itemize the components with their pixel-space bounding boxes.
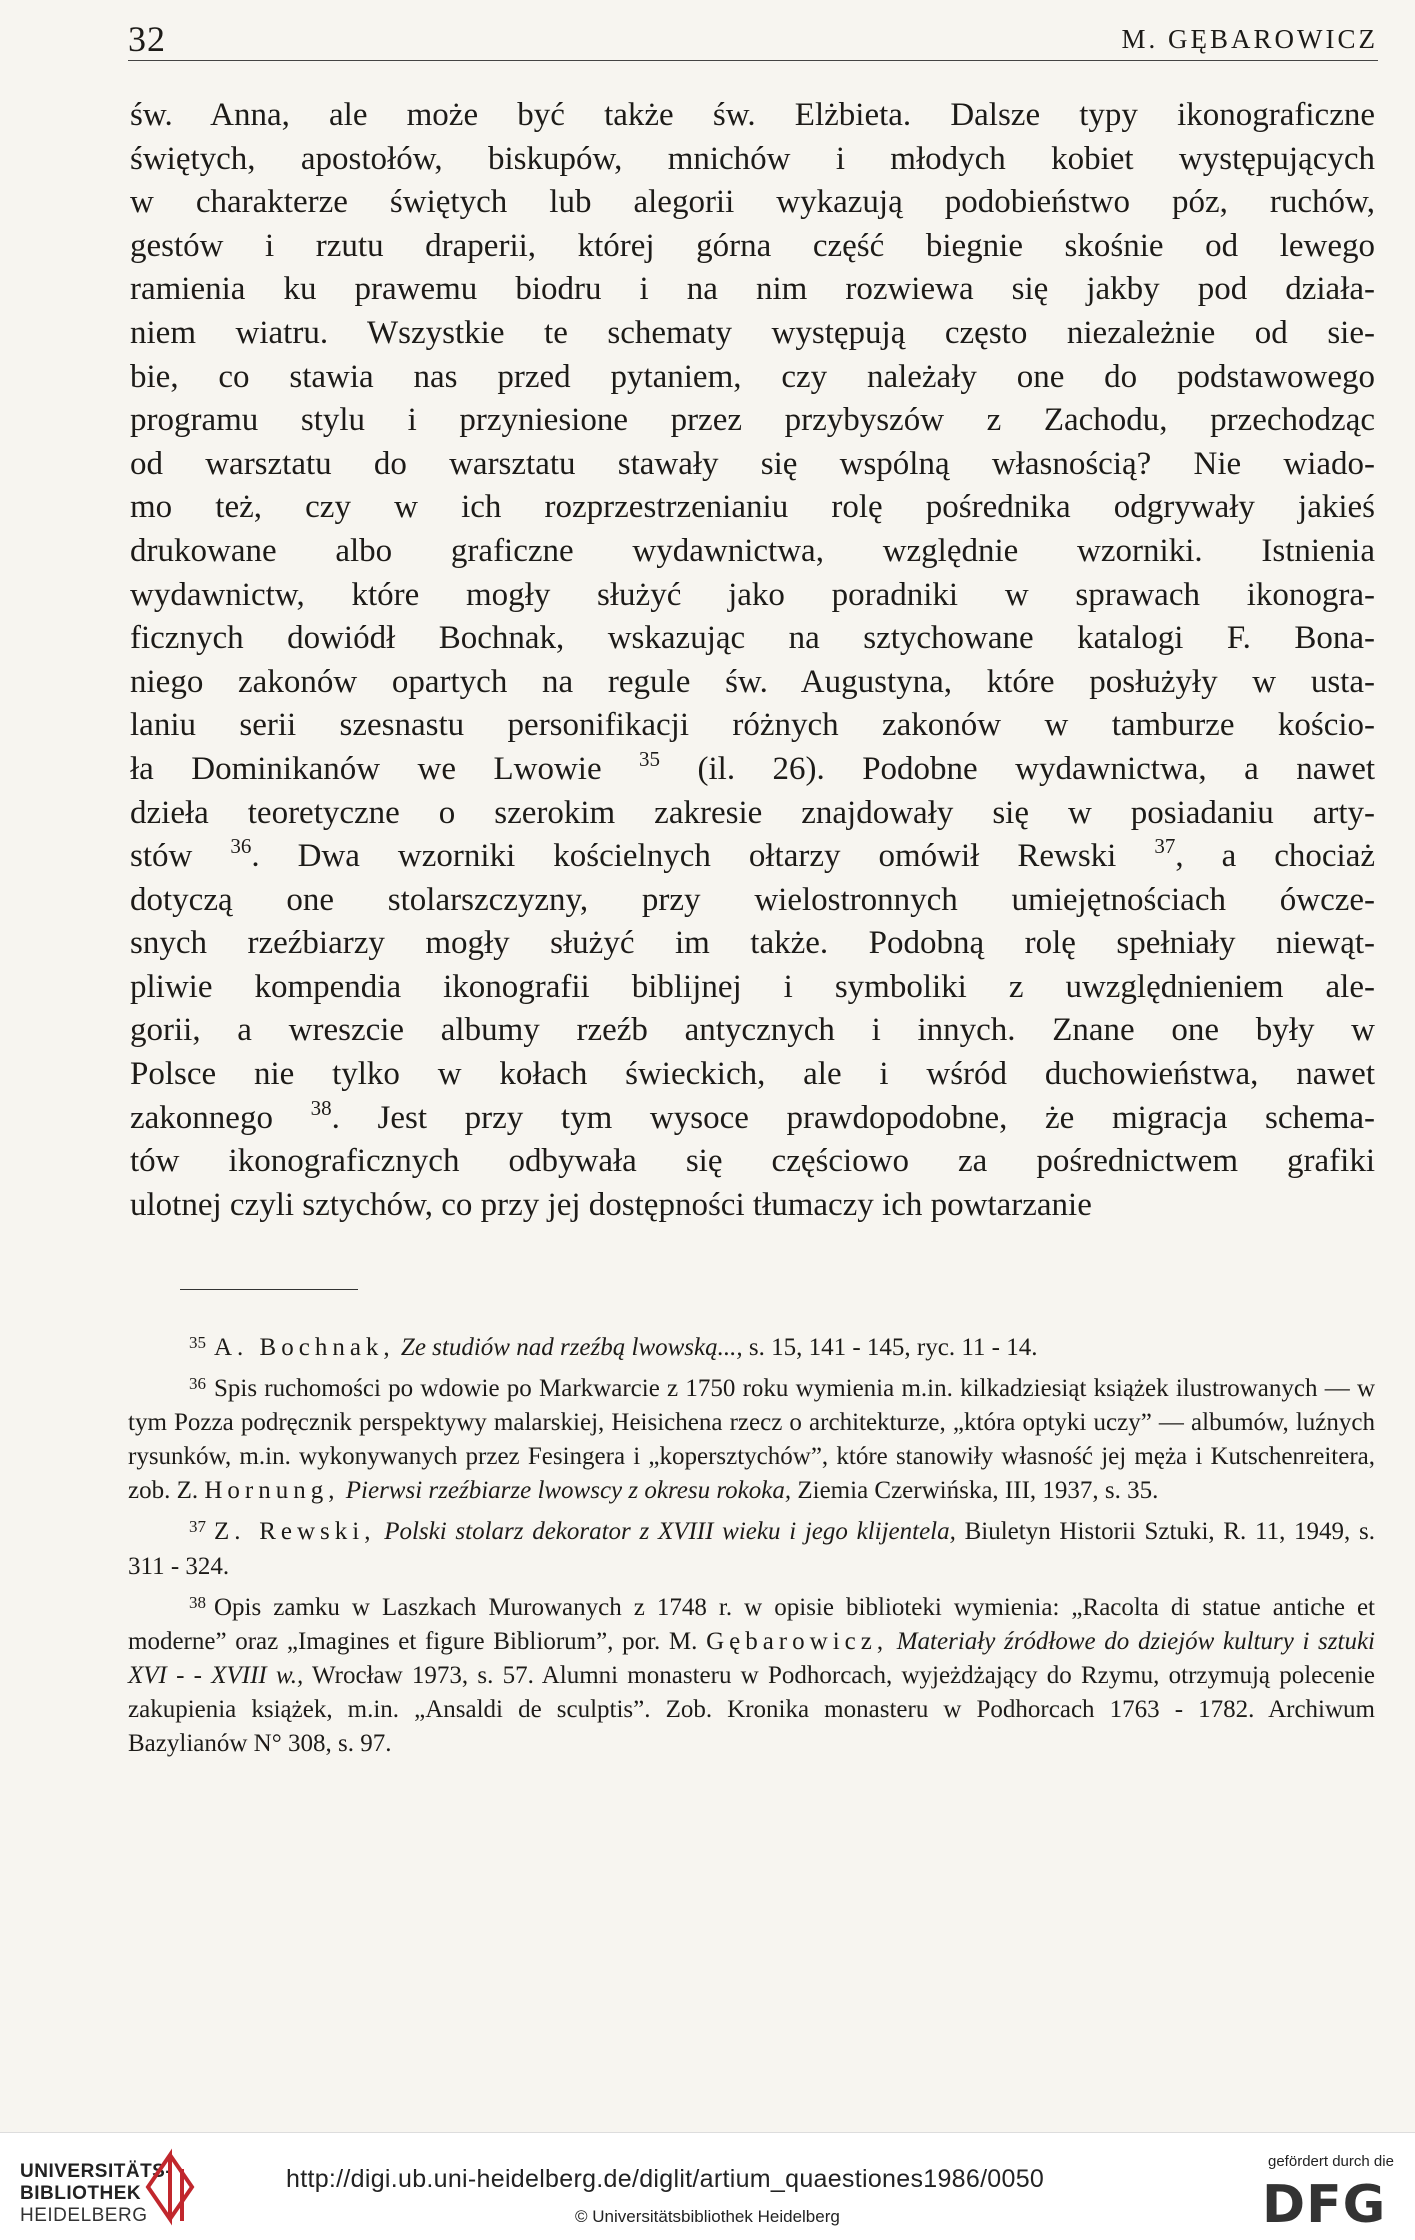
footnote-36 bbox=[128, 1367, 1375, 1508]
footnote-title: Pierwsi rzeźbiarze lwowscy z okresu rokoka, bbox=[345, 1477, 792, 1505]
body-line: laniu serii szesnastu personifikacji różnych zakonów w tamburze kościo- bbox=[130, 707, 1375, 744]
footnote-text: Wrocław 1973, s. 57. Alumni monasteru w Podhorcach, wyjeżdżający do Rzymu, otrzymują polecenie zakupienia książek, m.in. „Ansaldi de sculptis”. Zob. Kronika monasteru w Podhorcach 1763 - 1782. Archiwum Bazylianów N° 308, s. 97. bbox=[128, 1661, 1376, 1758]
footnote-author: A. Bochnak, bbox=[214, 1334, 395, 1361]
body-line: niego zakonów opartych na regule św. Augustyna, które posłużyły w usta- bbox=[130, 663, 1375, 700]
library-name-line: UNIVERSITÄTS- bbox=[20, 2161, 173, 2182]
footnote-ref[interactable]: 35 bbox=[639, 746, 661, 771]
body-text-run: ła Dominikanów we Lwowie bbox=[130, 750, 602, 787]
library-name-line: BIBLIOTHEK bbox=[20, 2183, 142, 2204]
footnote-ref[interactable]: 36 bbox=[230, 834, 252, 859]
footnote-text: Ziemia Czerwińska, III, 1937, s. 35. bbox=[791, 1477, 1159, 1505]
body-text-run: , a chociaż bbox=[1175, 838, 1376, 875]
footnote-35 bbox=[128, 1326, 1375, 1365]
body-line: ficznych dowiódł Bochnak, wskazując na sztychowane katalogi F. Bona- bbox=[130, 620, 1375, 657]
body-line: programu stylu i przyniesione przez przybyszów z Zachodu, przechodząc bbox=[130, 402, 1375, 439]
body-line: wydawnictw, które mogły służyć jako poradniki w sprawach ikonogra- bbox=[130, 576, 1375, 613]
body-text bbox=[130, 94, 1375, 1227]
footnote-author: Gębarowicz, bbox=[706, 1627, 889, 1655]
funding-label: gefördert durch die bbox=[1268, 2153, 1394, 2170]
running-head: M. GĘBAROWICZ bbox=[1121, 24, 1378, 54]
footnote-number: 35 bbox=[189, 1333, 206, 1352]
body-line: drukowane albo graficzne wydawnictwa, względnie wzorniki. Istnienia bbox=[130, 532, 1375, 569]
body-line bbox=[130, 835, 1375, 879]
body-line: mo też, czy w ich rozprzestrzenianiu rolę pośrednika odgrywały jakieś bbox=[130, 489, 1375, 526]
copyright-notice: © Universitätsbibliothek Heidelberg bbox=[575, 2207, 840, 2226]
footnote-author: Z. Rewski, bbox=[214, 1518, 376, 1546]
footnote-title: Polski stolarz dekorator z XVIII wieku i jego klijentela, bbox=[384, 1518, 956, 1546]
body-line: świętych, apostołów, biskupów, mnichów i młodych kobiet występujących bbox=[130, 140, 1375, 177]
footnote-38 bbox=[128, 1586, 1375, 1761]
body-line bbox=[130, 748, 1375, 792]
footnote-title: Ze studiów nad rzeźbą lwowską..., bbox=[400, 1334, 743, 1361]
body-line: bie, co stawia nas przed pytaniem, czy należały one do podstawowego bbox=[130, 358, 1375, 395]
library-logo-icon bbox=[142, 2147, 198, 2227]
body-line: Polsce nie tylko w kołach świeckich, ale i wśród duchowieństwa, nawet bbox=[130, 1056, 1375, 1093]
body-line: tów ikonograficznych odbywała się częściowo za pośrednictwem grafiki bbox=[130, 1143, 1375, 1180]
footnote-ref[interactable]: 37 bbox=[1154, 834, 1176, 859]
body-line: snych rzeźbiarzy mogły służyć im także. Podobną rolę spełniały niewąt- bbox=[130, 925, 1375, 962]
footnotes bbox=[128, 1326, 1375, 1763]
footnote-number: 36 bbox=[189, 1374, 206, 1394]
body-line: dotyczą one stolarszczyzny, przy wielostronnych umiejętnościach ówcze- bbox=[130, 881, 1375, 918]
body-line: od warsztatu do warsztatu stawały się wspólną własnością? Nie wiado- bbox=[130, 445, 1375, 482]
footnote-number: 38 bbox=[189, 1592, 206, 1612]
body-line: dzieła teoretyczne o szerokim zakresie znajdowały się w posiadaniu arty- bbox=[130, 794, 1375, 831]
body-line: pliwie kompendia ikonografii biblijnej i symboliki z uwzględnieniem ale- bbox=[130, 968, 1375, 1005]
page-number: 32 bbox=[128, 19, 166, 59]
body-text-run: . Dwa wzorniki kościelnych ołtarzy omówił Rewski bbox=[251, 838, 1117, 875]
body-line: gestów i rzutu draperii, której górna część biegnie skośnie od lewego bbox=[130, 227, 1375, 264]
footnote-text: s. 15, 141 - 145, ryc. 11 - 14. bbox=[742, 1334, 1038, 1361]
body-line: gorii, a wreszcie albumy rzeźb antycznych i innych. Znane one były w bbox=[130, 1012, 1375, 1049]
body-line: ulotnej czyli sztychów, co przy jej dostępności tłumaczy ich powtarzanie bbox=[130, 1186, 1092, 1223]
body-text-run: . Jest przy tym wysoce prawdopodobne, że migracja schema- bbox=[331, 1099, 1376, 1136]
footnote-text: Biuletyn Historii Sztuki, R. 11, 1949, s. 311 - 324. bbox=[128, 1518, 1375, 1580]
footnote-number: 37 bbox=[189, 1517, 206, 1537]
digitization-footer bbox=[0, 2132, 1415, 2240]
body-line: ramienia ku prawemu biodru i na nim rozwiewa się jakby pod działa- bbox=[130, 271, 1375, 308]
body-text-run: stów bbox=[130, 838, 193, 875]
permalink-url[interactable]: http://digi.ub.uni-heidelberg.de/diglit/artium_quaestiones1986/0050 bbox=[286, 2165, 1045, 2193]
body-text-run: zakonnego bbox=[130, 1099, 273, 1136]
footnote-ref[interactable]: 38 bbox=[310, 1095, 332, 1120]
footnote-text: Opis zamku w Laszkach Murowanych z 1748 r. w opisie biblioteki wymienia: „Racolta di statue antiche et moderne” oraz „Imagines et figure Bibliorum”, por. M. bbox=[128, 1593, 1375, 1655]
body-text-run: (il. 26). Podobne wydawnictwa, a nawet bbox=[660, 750, 1376, 787]
body-line bbox=[130, 1097, 1375, 1141]
page-header bbox=[128, 10, 1378, 61]
dfg-logo: DFG bbox=[1262, 2175, 1387, 2235]
footnote-37 bbox=[128, 1510, 1375, 1583]
footnote-separator bbox=[180, 1289, 358, 1290]
body-line: w charakterze świętych lub alegorii wykazują podobieństwo póz, ruchów, bbox=[130, 184, 1375, 221]
footnote-author: Hornung, bbox=[204, 1477, 340, 1505]
library-name-line: HEIDELBERG bbox=[20, 2205, 148, 2226]
body-line: św. Anna, ale może być także św. Elżbieta. Dalsze typy ikonograficzne bbox=[130, 97, 1375, 133]
footnote-title: Materiały źródłowe do dziejów kultury i sztuki XVI - - XVIII w., bbox=[128, 1627, 1375, 1689]
body-line: niem wiatru. Wszystkie te schematy występują często niezależnie od sie- bbox=[130, 314, 1375, 351]
footnote-text: Spis ruchomości po wdowie po Markwarcie z 1750 roku wymienia m.in. kilkadziesiąt książek ilustrowanych — w tym Pozza podręcznik perspektywy malarskiej, Heisichena rzecz o architekturze, „która optyki uczy” — albumów, luźnych rysunków, m.in. wykonywanych przez Fesingera i „kopersztychów”, które stanowiły własność jej męża i Kutschenreitera, zob. Z. bbox=[128, 1375, 1375, 1505]
